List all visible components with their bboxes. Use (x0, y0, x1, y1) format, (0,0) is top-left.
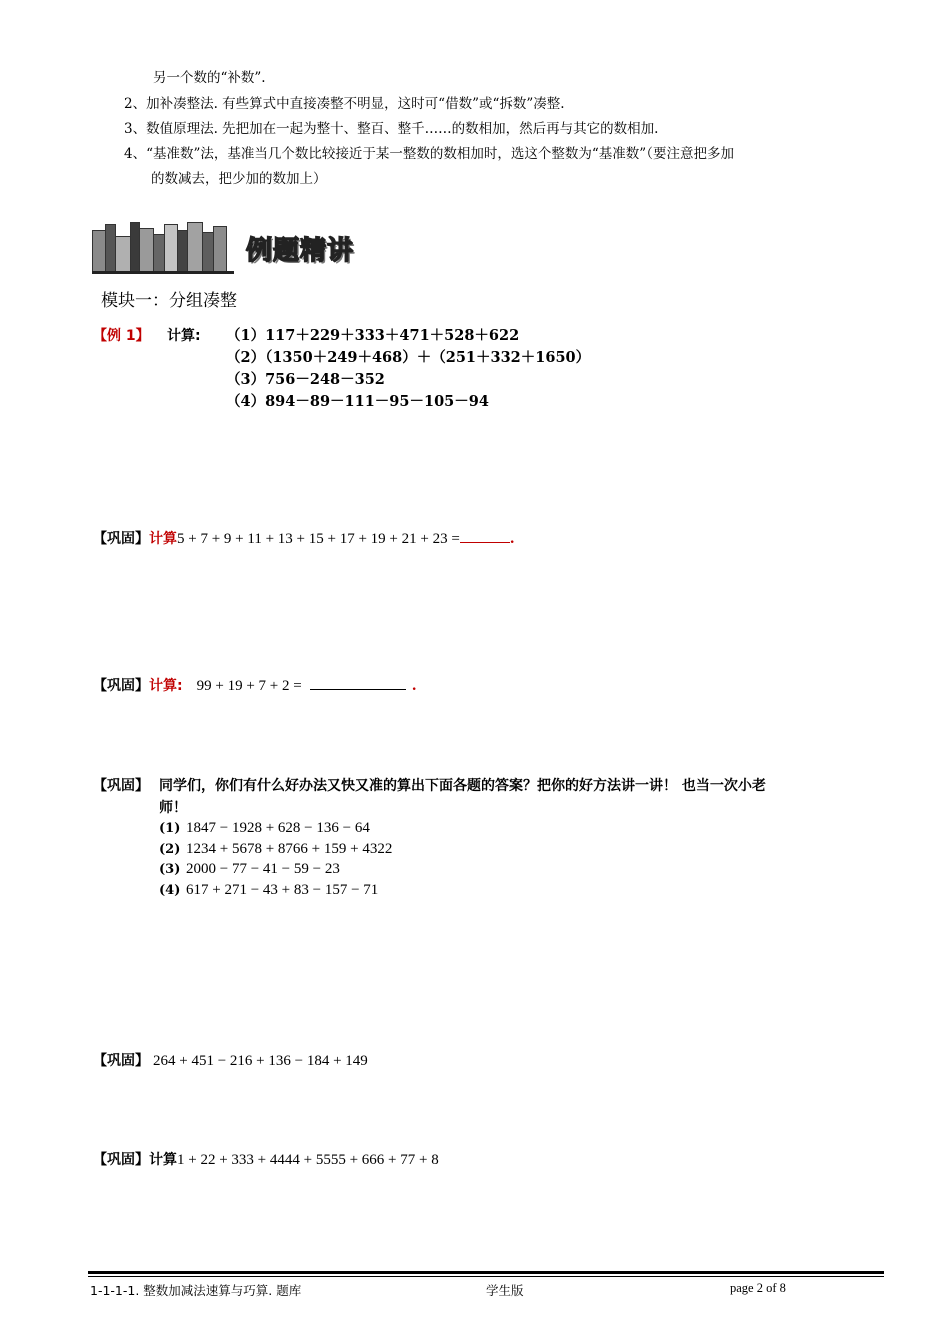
footer-title: 1-1-1-1. 整数加减法速算与巧算. 题库 (90, 1283, 302, 1298)
practice-4 (93, 1050, 368, 1070)
page-number: page 2 of 8 (730, 1281, 786, 1295)
banner-title: 例题精讲 (246, 236, 355, 266)
practice-expr: 5 + 7 + 9 + 11 + 13 + 15 + 17 + 19 + 21 + 23 = (177, 531, 460, 547)
practice-expr: 1 + 22 + 333 + 4444 + 5555 + 666 + 77 + 8 (177, 1152, 439, 1168)
item-expr: 1847 − 1928 + 628 − 136 − 64 (186, 820, 370, 836)
example-expr-4: （4）894－89－111－95－105－94 (226, 393, 489, 410)
practice-expr: 264 + 451 − 216 + 136 − 184 + 149 (153, 1053, 368, 1069)
example-expr-1: （1）117＋229＋333＋471＋528＋622 (226, 327, 520, 344)
footer-rule-thick (88, 1271, 884, 1274)
item-expr: 2000 − 77 − 41 − 59 − 23 (186, 861, 340, 877)
books-banner-icon (92, 222, 234, 272)
practice-tag: 【巩固】 (93, 678, 149, 694)
answer-blank[interactable] (310, 675, 406, 690)
practice-1 (93, 528, 515, 548)
example-expr-3: （3）756－248－352 (226, 371, 385, 388)
practice-question-cont: 师！ (159, 800, 187, 816)
practice-tag: 【巩固】 (93, 1053, 149, 1069)
practice-item (159, 817, 370, 837)
practice-tag: 【巩固】 (93, 1152, 149, 1168)
practice-expr: 99 + 19 + 7 + 2 = (196, 678, 302, 694)
practice-label: 计算 (149, 1152, 177, 1168)
practice-label: 计算 (149, 531, 177, 547)
method-item-4-cont: 的数减去，把少加的数加上） (151, 171, 327, 187)
practice-5 (93, 1149, 439, 1169)
method-line-0: 另一个数的“补数”. (153, 70, 266, 86)
method-item-2: 2、加补凑整法. 有些算式中直接凑整不明显，这时可“借数”或“拆数”凑整. (124, 96, 565, 112)
practice-item (159, 838, 392, 858)
item-number: (3) (159, 862, 181, 877)
item-number: (4) (159, 883, 181, 898)
footer-rule-thin (88, 1276, 884, 1277)
practice-label: 计算: (149, 678, 183, 694)
example-expr-2: （2）（1350＋249＋468）＋（251＋332＋1650） (226, 349, 591, 366)
practice-end: . (509, 531, 515, 547)
example-tag: 【例 1】 (93, 328, 150, 344)
answer-blank[interactable] (460, 528, 510, 543)
practice-item (159, 858, 340, 878)
practice-tag: 【巩固】 (93, 531, 149, 547)
example-label: 计算: (167, 328, 201, 344)
practice-2 (93, 675, 417, 695)
item-number: (1) (159, 821, 181, 836)
module-title: 模块一：分组凑整 (101, 291, 237, 311)
practice-end: . (411, 678, 417, 694)
item-number: (2) (159, 842, 181, 857)
practice-tag: 【巩固】 (93, 778, 149, 794)
method-item-4: 4、“基准数”法，基准当几个数比较接近于某一整数的数相加时，选这个整数为“基准数”（要注意把多加 (124, 146, 734, 162)
footer-edition: 学生版 (486, 1283, 524, 1298)
practice-question: 同学们，你们有什么好办法又快又准的算出下面各题的答案？把你的好方法讲一讲！ 也当一次小老 (159, 778, 766, 794)
method-item-3: 3、数值原理法. 先把加在一起为整十、整百、整千……的数相加，然后再与其它的数相加. (124, 121, 659, 137)
item-expr: 617 + 271 − 43 + 83 − 157 − 71 (186, 882, 379, 898)
item-expr: 1234 + 5678 + 8766 + 159 + 4322 (186, 841, 393, 857)
practice-item (159, 879, 378, 899)
